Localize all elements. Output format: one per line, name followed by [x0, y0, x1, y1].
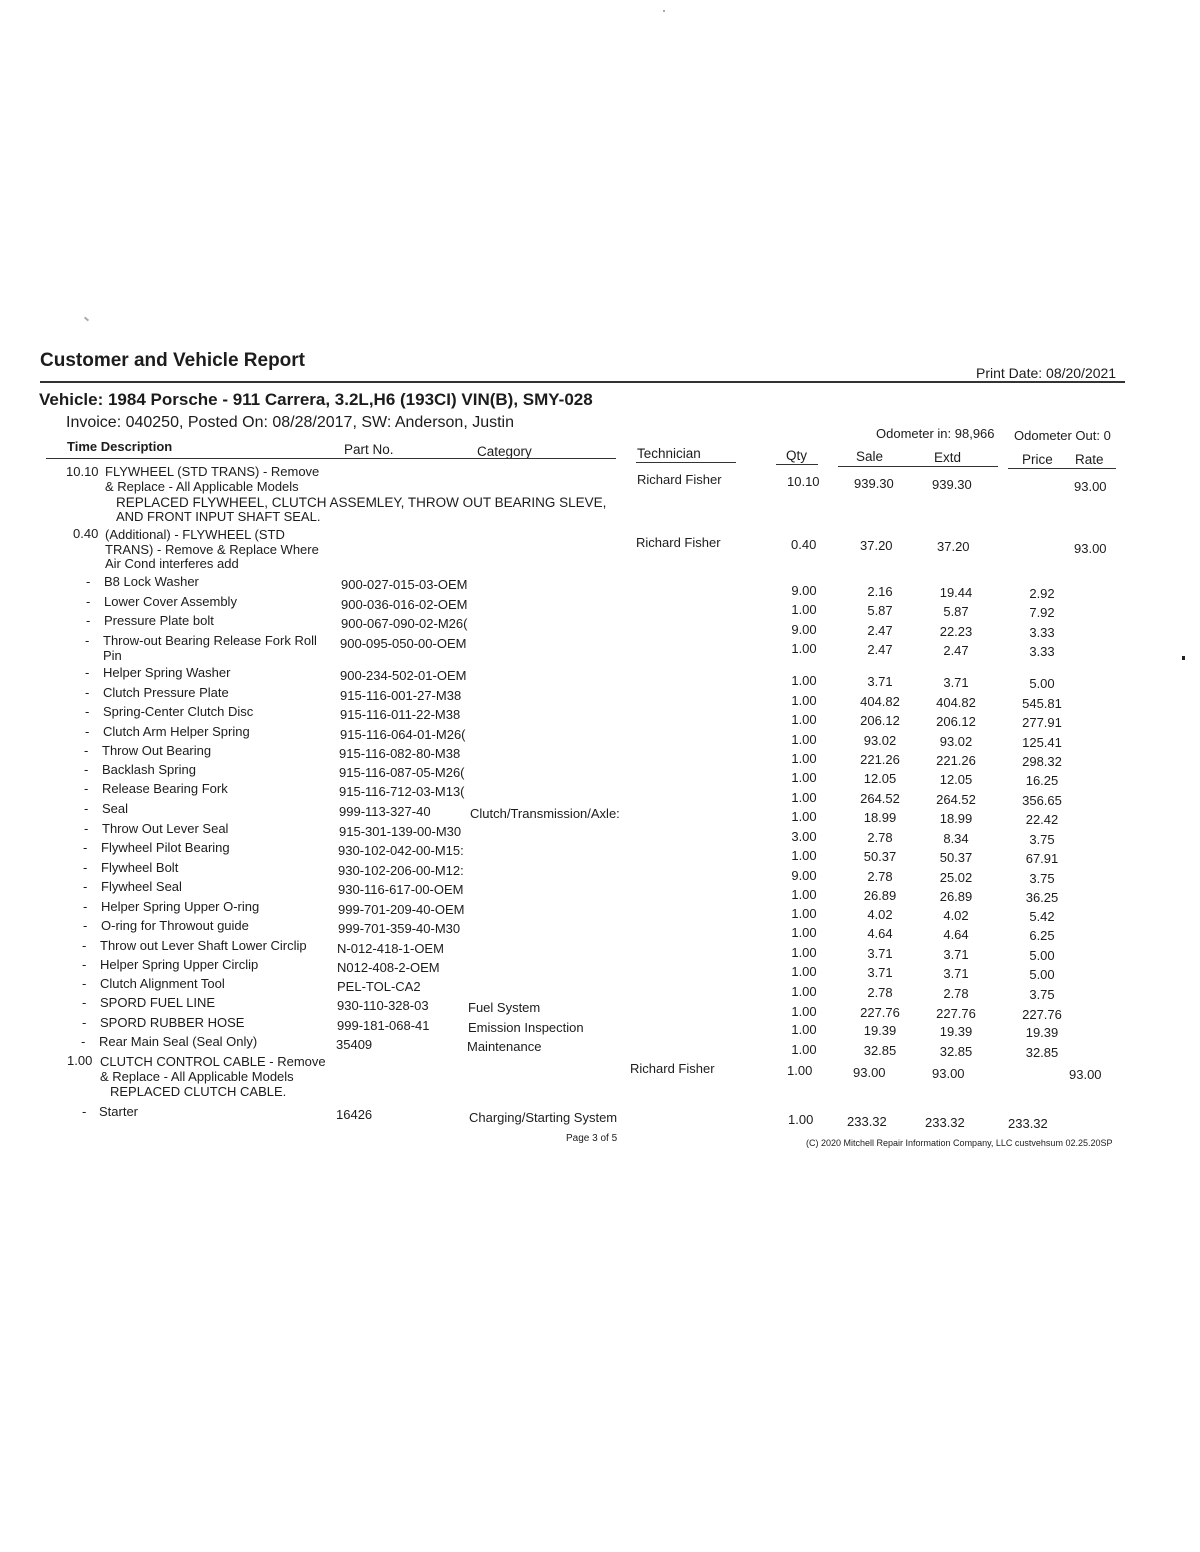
- part-description: Throw out Lever Shaft Lower Circlip: [100, 938, 307, 953]
- part-qty: 1.00: [791, 641, 817, 656]
- part-sale: 19.39: [863, 1023, 897, 1038]
- part-dash: -: [85, 724, 90, 739]
- scan-speck: [84, 317, 89, 322]
- part-extd: 22.23: [939, 624, 973, 639]
- part-dash: -: [83, 860, 88, 875]
- part-description: Rear Main Seal (Seal Only): [99, 1034, 258, 1049]
- part-qty: 1.00: [791, 1022, 817, 1037]
- part-extd: 2.78: [943, 986, 969, 1001]
- part-dash: -: [84, 821, 89, 836]
- part-extd: 3.71: [943, 675, 969, 690]
- part-number: 930-102-206-00-M12:: [338, 863, 464, 878]
- part-description: Backlash Spring: [102, 762, 196, 777]
- part-qty: 1.00: [791, 945, 817, 960]
- labor-description: (Additional) - FLYWHEEL (STD: [105, 527, 285, 542]
- part-number: N012-408-2-OEM: [337, 960, 440, 975]
- part-dash: -: [83, 840, 88, 855]
- part-qty: 1.00: [791, 770, 817, 785]
- part-sale: 2.78: [867, 830, 893, 845]
- part-price: 356.65: [1022, 793, 1062, 808]
- part-extd: 19.39: [939, 1024, 973, 1039]
- part-price: 233.32: [1008, 1116, 1048, 1131]
- header-underline-technician: [636, 462, 736, 463]
- part-description: Clutch Arm Helper Spring: [103, 724, 250, 739]
- part-sale: 264.52: [860, 791, 900, 806]
- part-dash: -: [82, 938, 87, 953]
- part-qty: 1.00: [791, 887, 817, 902]
- col-price: Price: [1022, 452, 1053, 467]
- part-number: 915-301-139-00-M30: [339, 824, 462, 839]
- part-extd: 12.05: [939, 772, 973, 787]
- scan-speck: [663, 10, 665, 12]
- labor-extd: 939.30: [932, 477, 972, 492]
- part-sale: 26.89: [863, 888, 897, 903]
- part-qty: 1.00: [791, 848, 817, 863]
- part-price: 3.75: [1029, 987, 1055, 1002]
- part-number: N-012-418-1-OEM: [337, 941, 444, 956]
- part-category: Emission Inspection: [468, 1020, 584, 1035]
- part-extd: 4.64: [943, 927, 969, 942]
- col-rate: Rate: [1075, 452, 1104, 467]
- part-category: Maintenance: [467, 1039, 542, 1054]
- part-sale: 4.64: [867, 926, 893, 941]
- part-extd: 221.26: [936, 753, 976, 768]
- print-date: Print Date: 08/20/2021: [976, 365, 1117, 381]
- labor-note: REPLACED CLUTCH CABLE.: [110, 1084, 287, 1099]
- col-qty: Qty: [786, 448, 808, 463]
- part-price: 5.00: [1029, 948, 1055, 963]
- part-qty: 1.00: [791, 809, 817, 824]
- part-sale: 3.71: [867, 674, 893, 689]
- part-qty: 1.00: [791, 906, 817, 921]
- part-sale: 32.85: [863, 1043, 897, 1058]
- labor-qty: 1.00: [787, 1063, 813, 1078]
- report-title: Customer and Vehicle Report: [40, 350, 306, 371]
- part-sale: 227.76: [860, 1005, 900, 1020]
- part-description: Seal: [102, 801, 129, 816]
- part-qty: 3.00: [791, 829, 817, 844]
- part-number: 900-027-015-03-OEM: [341, 577, 468, 592]
- labor-rate: 93.00: [1074, 541, 1107, 556]
- part-price: 298.32: [1022, 754, 1062, 769]
- part-extd: 2.47: [943, 643, 969, 658]
- part-dash: -: [82, 976, 87, 991]
- part-sale: 12.05: [863, 771, 897, 786]
- part-qty: 1.00: [791, 712, 817, 727]
- part-qty: 1.00: [791, 790, 817, 805]
- part-sale: 2.47: [867, 623, 893, 638]
- labor-time: 1.00: [67, 1053, 93, 1068]
- part-description: Release Bearing Fork: [102, 781, 228, 796]
- part-price: 5.00: [1029, 967, 1055, 982]
- part-price: 277.91: [1022, 715, 1062, 730]
- col-extd: Extd: [934, 450, 962, 465]
- part-dash: -: [84, 762, 89, 777]
- part-number: 915-116-064-01-M26(: [340, 727, 466, 742]
- part-description: Clutch Alignment Tool: [100, 976, 225, 991]
- header-underline-description: [46, 458, 616, 459]
- labor-extd: 93.00: [932, 1066, 965, 1081]
- part-sale: 18.99: [863, 810, 897, 825]
- labor-time: 0.40: [73, 526, 99, 541]
- part-sale: 221.26: [860, 752, 900, 767]
- part-sale: 404.82: [860, 694, 900, 709]
- part-price: 67.91: [1025, 851, 1059, 866]
- part-description: Helper Spring Washer: [103, 665, 231, 680]
- labor-qty: 0.40: [791, 537, 817, 552]
- header-underline-qty: [776, 464, 818, 465]
- labor-extd: 37.20: [937, 539, 970, 554]
- part-description: Starter: [99, 1104, 139, 1119]
- part-dash: -: [85, 704, 90, 719]
- labor-technician: Richard Fisher: [637, 472, 722, 487]
- part-dash: -: [84, 743, 89, 758]
- part-dash: -: [83, 879, 88, 894]
- invoice-line: Invoice: 040250, Posted On: 08/28/2017, SW: Anderson, Justin: [66, 414, 514, 431]
- header-underline-price-rate: [1008, 468, 1116, 469]
- labor-description: Air Cond interferes add: [105, 556, 239, 571]
- col-sale: Sale: [856, 449, 884, 464]
- part-dash: -: [84, 801, 89, 816]
- labor-description: CLUTCH CONTROL CABLE - Remove: [100, 1054, 326, 1069]
- labor-description: & Replace - All Applicable Models: [105, 479, 299, 494]
- part-qty: 9.00: [791, 622, 817, 637]
- part-description: Throw Out Lever Seal: [102, 821, 229, 836]
- part-qty: 1.00: [791, 751, 817, 766]
- part-number: 999-181-068-41: [337, 1018, 430, 1033]
- part-description: Flywheel Pilot Bearing: [101, 840, 230, 855]
- part-description: Helper Spring Upper Circlip: [100, 957, 259, 972]
- part-dash: -: [85, 665, 90, 680]
- part-price: 6.25: [1029, 928, 1055, 943]
- part-extd: 264.52: [936, 792, 976, 807]
- part-description: Throw-out Bearing Release Fork Roll: [103, 633, 317, 648]
- part-description: Throw Out Bearing: [102, 743, 212, 758]
- part-sale: 2.78: [867, 985, 893, 1000]
- part-dash: -: [83, 899, 88, 914]
- part-extd: 4.02: [943, 908, 969, 923]
- part-sale: 2.16: [867, 584, 893, 599]
- part-description: SPORD FUEL LINE: [100, 995, 216, 1010]
- part-extd: 19.44: [939, 585, 973, 600]
- part-qty: 1.00: [791, 1004, 817, 1019]
- part-number: 915-116-712-03-M13(: [339, 784, 465, 799]
- col-part-no: Part No.: [344, 442, 394, 457]
- part-extd: 93.02: [939, 734, 973, 749]
- part-price: 22.42: [1025, 812, 1059, 827]
- part-dash: -: [82, 957, 87, 972]
- part-qty: 9.00: [791, 583, 817, 598]
- part-price: 227.76: [1022, 1007, 1062, 1022]
- part-sale: 4.02: [867, 907, 893, 922]
- part-qty: 1.00: [791, 693, 817, 708]
- header-divider: [40, 381, 1125, 383]
- part-price: 5.42: [1029, 909, 1055, 924]
- col-category: Category: [477, 444, 532, 459]
- part-qty: 9.00: [791, 868, 817, 883]
- labor-sale: 939.30: [854, 476, 894, 491]
- part-category: Clutch/Transmission/Axle:: [470, 806, 620, 821]
- part-description: Clutch Pressure Plate: [103, 685, 229, 700]
- labor-technician: Richard Fisher: [630, 1061, 715, 1076]
- part-price: 3.75: [1029, 871, 1055, 886]
- part-number: 915-116-087-05-M26(: [339, 765, 465, 780]
- part-sale: 233.32: [847, 1114, 887, 1129]
- part-price: 545.81: [1022, 696, 1062, 711]
- part-sale: 3.71: [867, 946, 893, 961]
- part-price: 32.85: [1025, 1045, 1059, 1060]
- page-number: Page 3 of 5: [566, 1133, 618, 1144]
- part-number: 999-701-209-40-OEM: [338, 902, 465, 917]
- labor-description: & Replace - All Applicable Models: [100, 1069, 294, 1084]
- labor-rate: 93.00: [1069, 1067, 1102, 1082]
- part-qty: 1.00: [791, 925, 817, 940]
- part-description: Spring-Center Clutch Disc: [103, 704, 254, 719]
- part-qty: 1.00: [791, 673, 817, 688]
- part-number: 900-036-016-02-OEM: [341, 597, 468, 612]
- part-category: Fuel System: [468, 1000, 541, 1015]
- part-extd: 26.89: [939, 889, 973, 904]
- part-dash: -: [81, 1034, 86, 1049]
- part-sale: 5.87: [867, 603, 893, 618]
- header-underline-sale-extd: [838, 466, 998, 467]
- odometer-out: Odometer Out: 0: [1014, 428, 1111, 443]
- part-sale: 50.37: [863, 849, 897, 864]
- part-number: 915-116-001-27-M38: [340, 688, 462, 703]
- part-sale: 206.12: [860, 713, 900, 728]
- labor-sale: 93.00: [853, 1065, 886, 1080]
- part-price: 7.92: [1029, 605, 1055, 620]
- part-price: 125.41: [1022, 735, 1062, 750]
- labor-sale: 37.20: [860, 538, 893, 553]
- part-number: 999-113-327-40: [339, 804, 431, 819]
- part-description: O-ring for Throwout guide: [101, 918, 249, 933]
- part-price: 2.92: [1029, 586, 1055, 601]
- part-extd: 3.71: [943, 947, 969, 962]
- part-number: 900-234-502-01-OEM: [340, 668, 467, 683]
- part-price: 3.33: [1029, 625, 1055, 640]
- part-qty: 1.00: [791, 732, 817, 747]
- labor-time: 10.10: [66, 464, 99, 479]
- part-description: Pressure Plate bolt: [104, 613, 214, 628]
- part-dash: -: [83, 918, 88, 933]
- part-qty: 1.00: [791, 964, 817, 979]
- part-sale: 93.02: [863, 733, 897, 748]
- col-technician: Technician: [637, 446, 701, 461]
- part-qty: 1.00: [788, 1112, 814, 1127]
- labor-note: REPLACED FLYWHEEL, CLUTCH ASSEMLEY, THROW OUT BEARING SLEVE,: [116, 495, 607, 510]
- part-dash: -: [86, 574, 91, 589]
- part-extd: 18.99: [939, 811, 973, 826]
- part-dash: -: [82, 1104, 87, 1119]
- labor-rate: 93.00: [1074, 479, 1107, 494]
- scan-speck: [1182, 656, 1185, 660]
- col-time-description: Time Description: [67, 439, 173, 454]
- labor-technician: Richard Fisher: [636, 535, 721, 550]
- part-extd: 233.32: [925, 1115, 965, 1130]
- part-sale: 2.78: [867, 869, 893, 884]
- part-extd: 227.76: [936, 1006, 976, 1021]
- part-dash: -: [86, 613, 91, 628]
- copyright-notice: (C) 2020 Mitchell Repair Information Company, LLC custvehsum 02.25.20SP: [806, 1138, 1113, 1148]
- part-number: 999-701-359-40-M30: [338, 921, 461, 936]
- part-sale: 2.47: [867, 642, 893, 657]
- part-number: 900-095-050-00-OEM: [340, 636, 467, 651]
- part-dash: -: [82, 1015, 87, 1030]
- odometer-in: Odometer in: 98,966: [876, 426, 995, 441]
- part-description: Flywheel Bolt: [101, 860, 179, 875]
- part-number: 900-067-090-02-M26(: [341, 616, 468, 631]
- part-description: Helper Spring Upper O-ring: [101, 899, 260, 914]
- part-dash: -: [86, 594, 91, 609]
- labor-qty: 10.10: [787, 474, 820, 489]
- part-sale: 3.71: [867, 965, 893, 980]
- part-number: 930-110-328-03: [337, 998, 429, 1013]
- part-price: 3.75: [1029, 832, 1055, 847]
- part-dash: -: [82, 995, 87, 1010]
- part-number: 16426: [336, 1107, 373, 1122]
- part-dash: -: [85, 685, 90, 700]
- part-qty: 1.00: [791, 602, 817, 617]
- part-extd: 25.02: [939, 870, 973, 885]
- part-extd: 5.87: [943, 604, 969, 619]
- part-description: Flywheel Seal: [101, 879, 182, 894]
- part-description: SPORD RUBBER HOSE: [100, 1015, 245, 1030]
- part-number: 915-116-011-22-M38: [340, 707, 461, 722]
- part-number: 930-102-042-00-M15:: [338, 843, 464, 858]
- part-price: 5.00: [1029, 676, 1055, 691]
- part-extd: 32.85: [939, 1044, 973, 1059]
- part-price: 19.39: [1025, 1025, 1059, 1040]
- part-dash: -: [85, 633, 90, 648]
- part-dash: -: [84, 781, 89, 796]
- labor-description: FLYWHEEL (STD TRANS) - Remove: [105, 464, 320, 479]
- labor-description: TRANS) - Remove & Replace Where: [105, 542, 319, 557]
- part-number: PEL-TOL-CA2: [337, 979, 421, 994]
- part-category: Charging/Starting System: [469, 1110, 618, 1125]
- part-description: B8 Lock Washer: [104, 574, 199, 589]
- part-description-continued: Pin: [103, 648, 122, 663]
- part-extd: 404.82: [936, 695, 976, 710]
- part-qty: 1.00: [791, 1042, 817, 1057]
- part-number: 930-116-617-00-OEM: [338, 882, 464, 897]
- part-extd: 8.34: [943, 831, 969, 846]
- part-qty: 1.00: [791, 984, 817, 999]
- part-number: 915-116-082-80-M38: [339, 746, 461, 761]
- labor-note: AND FRONT INPUT SHAFT SEAL.: [116, 509, 321, 524]
- part-price: 16.25: [1025, 773, 1059, 788]
- part-extd: 50.37: [939, 850, 973, 865]
- part-extd: 206.12: [936, 714, 976, 729]
- part-description: Lower Cover Assembly: [104, 594, 237, 609]
- part-number: 35409: [336, 1037, 373, 1052]
- part-price: 3.33: [1029, 644, 1055, 659]
- part-price: 36.25: [1025, 890, 1059, 905]
- vehicle-line: Vehicle: 1984 Porsche - 911 Carrera, 3.2L,H6 (193CI) VIN(B), SMY-028: [39, 390, 593, 409]
- part-extd: 3.71: [943, 966, 969, 981]
